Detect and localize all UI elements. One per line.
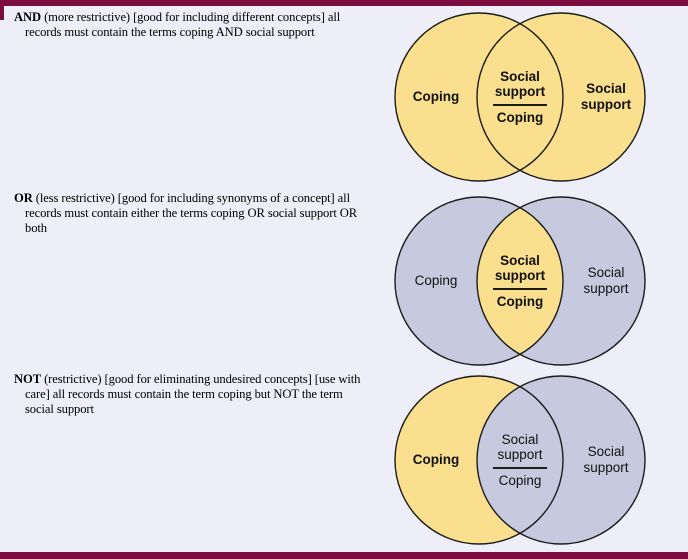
left-circle-label: Coping [412,452,460,468]
operator-label-not: NOT [14,372,41,386]
intersection-bottom-label: Coping [498,472,542,488]
intersection-top-label: Social support [494,68,546,100]
intersection-divider [493,467,547,469]
left-border-accent [0,0,4,20]
description-and [14,10,367,40]
intersection-label [485,8,555,186]
operator-label-or: OR [14,191,33,205]
description-or [14,191,367,236]
intersection-label [485,371,555,549]
right-circle-label: Social support [580,81,632,112]
operator-description-or: (less restrictive) [good for including synonyms of a concept] all records must contain either the terms coping OR social support OR both [25,191,358,235]
intersection-bottom-label: Coping [496,293,544,309]
operator-label-and: AND [14,10,41,24]
right-circle-label: Social support [583,265,629,296]
intersection-top-label: Social support [497,431,543,463]
description-not [14,372,367,417]
intersection-top-label: Social support [494,252,546,284]
venn-diagram-or [352,192,652,370]
left-circle-label: Coping [414,273,458,289]
operator-description-and: (more restrictive) [good for including different concepts] all records must contain the terms coping AND social support [25,10,341,39]
operator-description-not: (restrictive) [good for eliminating undesired concepts] [use with care] all records must contain the term coping but NOT the term social support [25,372,361,416]
intersection-divider [493,104,547,106]
intersection-divider [493,288,547,290]
bottom-border [0,552,688,559]
intersection-label [485,192,555,370]
right-circle-label: Social support [583,444,629,475]
venn-diagram-and [352,8,652,186]
intersection-bottom-label: Coping [496,109,544,125]
top-border [0,0,688,6]
venn-diagram-not [352,371,652,549]
left-circle-label: Coping [412,89,460,105]
